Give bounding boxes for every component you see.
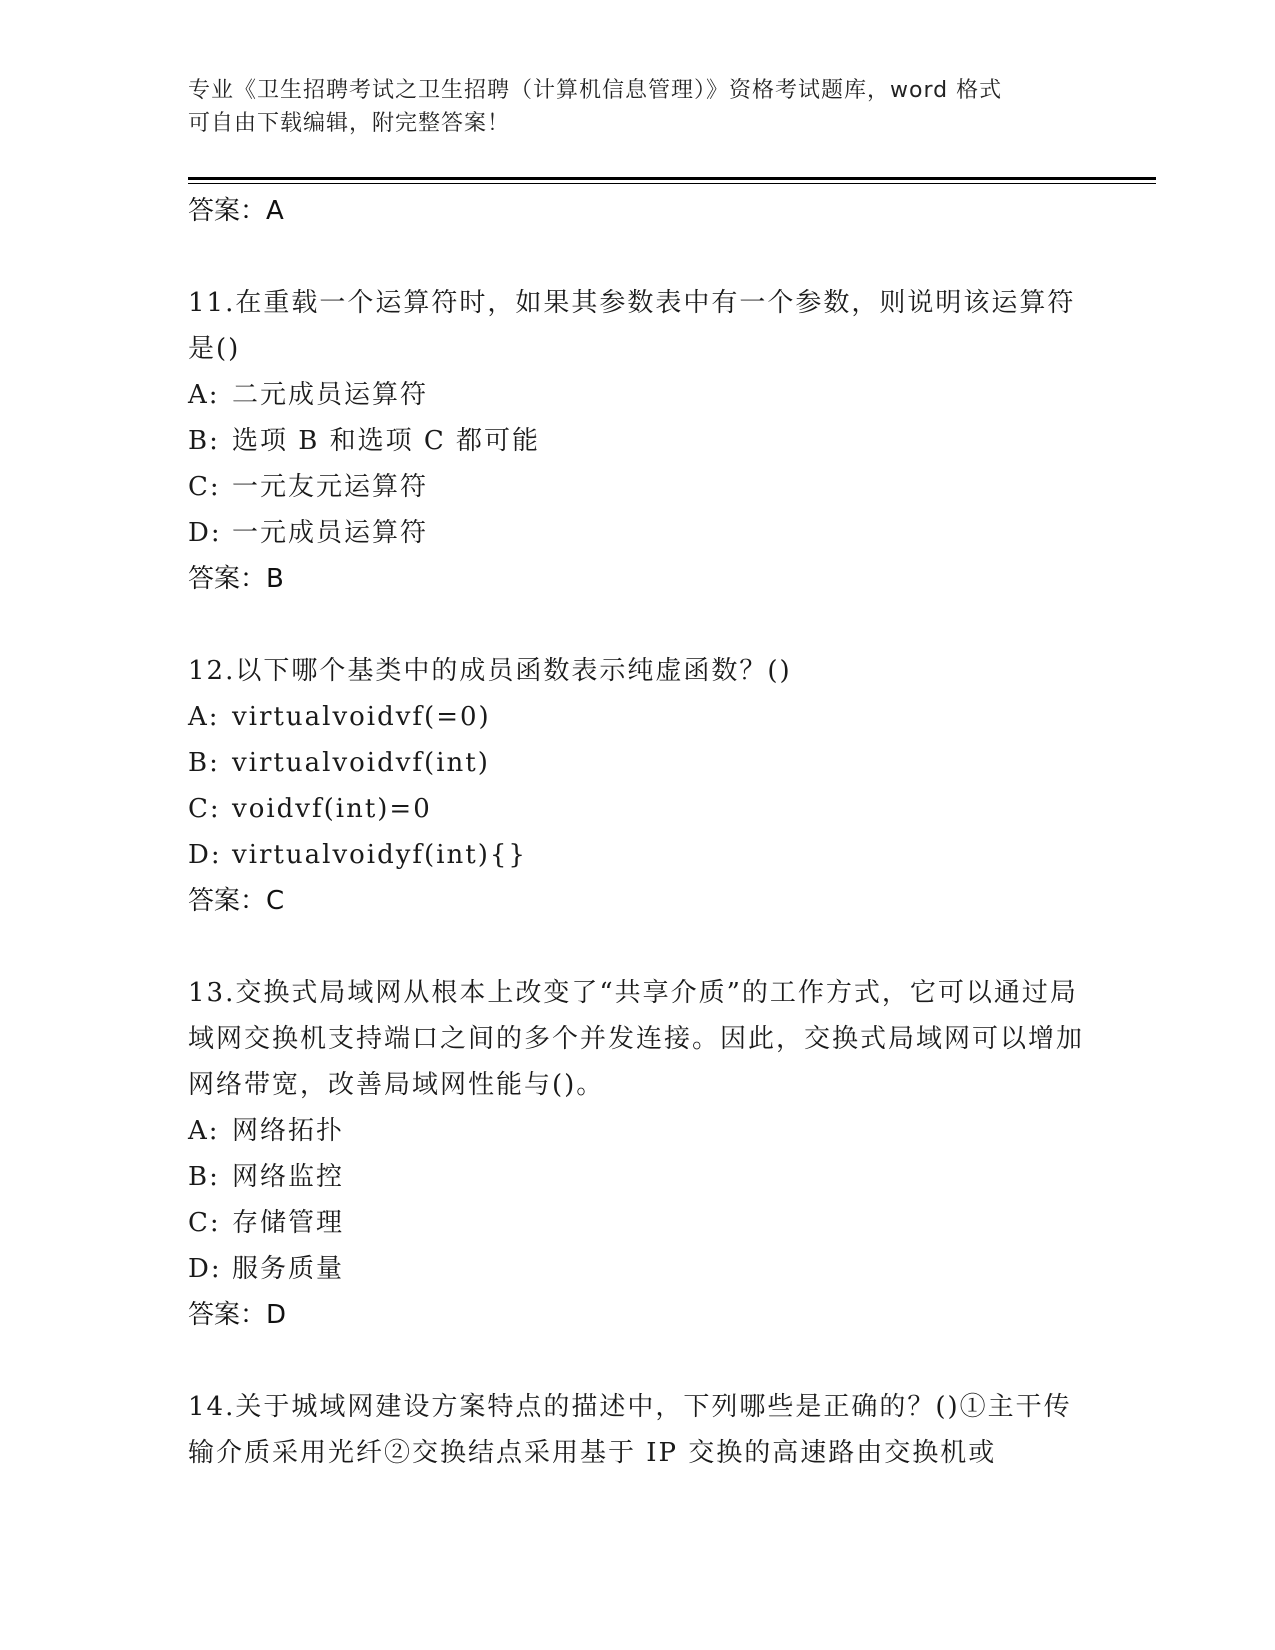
option-c: [188, 786, 1088, 832]
document-header: [188, 74, 1088, 140]
option-letter: A:: [188, 1116, 220, 1146]
option-letter: B:: [188, 748, 220, 778]
header-rule-thick: [188, 177, 1156, 180]
answer-line: 答案：C: [188, 886, 285, 916]
option-d: [188, 1246, 1088, 1292]
option-letter: A:: [188, 702, 220, 732]
option-letter: C:: [188, 472, 221, 502]
option-letter: D:: [188, 1254, 222, 1284]
option-a: [188, 372, 1088, 418]
header-line-1: 专业《卫生招聘考试之卫生招聘（计算机信息管理）》资格考试题库，word 格式: [188, 78, 1003, 103]
option-text: virtualvoidvf(int): [232, 748, 490, 778]
option-text: voidvf(int)=0: [232, 794, 432, 824]
answer-line: 答案：D: [188, 1300, 287, 1330]
question-item: [188, 1384, 1088, 1476]
option-text: 网络监控: [232, 1162, 345, 1192]
option-text: virtualvoidvf(=0): [232, 702, 491, 732]
option-b: [188, 740, 1088, 786]
option-letter: D:: [188, 518, 222, 548]
question-text: 11.在重载一个运算符时，如果其参数表中有一个参数，则说明该运算符是(): [188, 288, 1076, 364]
option-text: 网络拓扑: [232, 1116, 345, 1146]
question-text: 14.关于城域网建设方案特点的描述中，下列哪些是正确的？()①主干传输介质采用光纤②交换结点采用基于 IP 交换的高速路由交换机或: [188, 1392, 1072, 1468]
answer-line: 答案：B: [188, 564, 284, 594]
option-letter: C:: [188, 1208, 221, 1238]
question-text: 13.交换式局域网从根本上改变了“共享介质”的工作方式，它可以通过局域网交换机支持端口之间的多个并发连接。因此，交换式局域网可以增加网络带宽，改善局域网性能与()。: [188, 978, 1085, 1100]
option-a: [188, 694, 1088, 740]
option-d: [188, 510, 1088, 556]
header-line-2: 可自由下载编辑，附完整答案！: [188, 111, 511, 136]
option-a: [188, 1108, 1088, 1154]
option-text: 一元成员运算符: [232, 518, 429, 548]
option-c: [188, 1200, 1088, 1246]
option-letter: C:: [188, 794, 221, 824]
question-item: [188, 648, 1088, 924]
option-b: [188, 418, 1088, 464]
option-text: virtualvoidyf(int){}: [232, 840, 527, 870]
option-b: [188, 1154, 1088, 1200]
option-d: [188, 832, 1088, 878]
question-text: 12.以下哪个基类中的成员函数表示纯虚函数？(): [188, 656, 792, 686]
option-text: 一元友元运算符: [232, 472, 429, 502]
question-item: [188, 280, 1088, 602]
option-letter: A:: [188, 380, 220, 410]
option-letter: B:: [188, 426, 220, 456]
question-item: [188, 970, 1088, 1338]
option-c: [188, 464, 1088, 510]
header-rule-thin: [188, 183, 1156, 184]
option-text: 服务质量: [232, 1254, 345, 1284]
option-letter: D:: [188, 840, 222, 870]
option-letter: B:: [188, 1162, 220, 1192]
question-list: [188, 188, 1088, 1476]
option-text: 选项 B 和选项 C 都可能: [232, 426, 541, 456]
option-text: 存储管理: [232, 1208, 345, 1238]
answer-line: 答案：A: [188, 196, 284, 226]
option-text: 二元成员运算符: [232, 380, 429, 410]
